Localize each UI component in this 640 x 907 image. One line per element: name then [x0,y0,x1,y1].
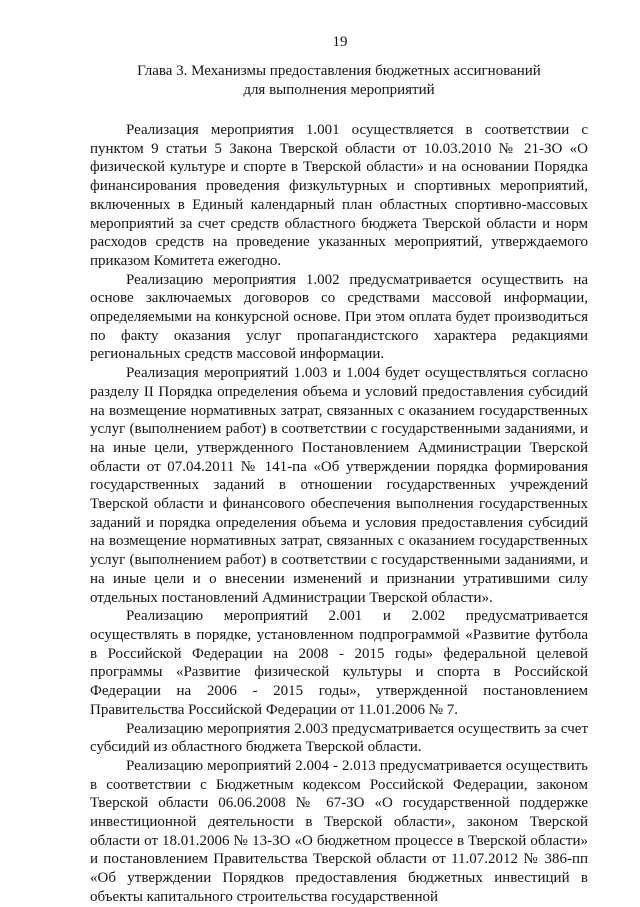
chapter-title-line-2: для выполнения мероприятий [243,82,435,98]
paragraph-measures-2-004-2-013: Реализацию мероприятий 2.004 - 2.013 предусматривается осуществить в соответствии с Бюджетным кодексом Российской Федерации, законом Тверской области 06.06.2008 № 67-ЗО «О государственной поддержке инвестиционной деятельности в Тверской области», законом Тверской области от 18.01.2006 № 13-ЗО «О бюджетном процессе в Тверской области» и постановлением Правительства Тверской области от 11.07.2012 № 386-пп «Об утверждении Порядков предоставления бюджетных инвестиций в объекты капитального строительства государственной [90,757,588,905]
paragraph-measure-2-003: Реализацию мероприятия 2.003 предусматривается осуществить за счет субсидий из областного бюджета Тверской области. [90,720,588,756]
page-number: 19 [332,34,348,50]
paragraph-measures-1-003-1-004: Реализация мероприятий 1.003 и 1.004 будет осуществляться согласно разделу II Порядка определения объема и условий предоставления субсидий на возмещение нормативных затрат, связанных с оказанием государственных услуг (выполнением работ) в соответствии с государственными заданиями, и на иные цели, утвержденного Постановлением Администрации Тверской области от 07.04.2011 № 141-па «Об утверждении порядка формирования государственных заданий в отношении государственных учреждений Тверской области и финансового обеспечения выполнения государственных заданий и порядка определения объема и условия предоставления субсидий на возмещение нормативных затрат, связанных с оказанием государственных услуг (выполнением работ) в соответствии с государственными заданиями, и на иные цели и о внесении изменений и признании утратившими силу отдельных постановлений Администрации Тверской области». [90,365,588,606]
paragraph-measure-1-002: Реализацию мероприятия 1.002 предусматривается осуществить на основе заключаемых договоров со средствами массовой информации, определяемыми на конкурсной основе. При этом оплата будет производиться по факту оказания услуг пропагандистского характера редакциями региональных средств массовой информации. [90,271,588,363]
chapter-title-line-1: Глава 3. Механизмы предоставления бюджетных ассигнований [137,63,541,79]
chapter-title [90,62,588,100]
body-text [90,121,588,907]
paragraph-measures-2-001-2-002: Реализацию мероприятий 2.001 и 2.002 предусматривается осуществлять в порядке, установленном подпрограммой «Развитие футбола в Российской Федерации на 2008 - 2015 годы» федеральной целевой программы «Развитие физической культуры и спорта в Российской Федерации на 2006 - 2015 годы», утвержденной постановлением Правительства Российской Федерации от 11.01.2006 № 7. [90,608,588,718]
paragraph-measure-1-001: Реализация мероприятия 1.001 осуществляется в соответствии с пунктом 9 статьи 5 Закона Тверской области от 10.03.2010 № 21-ЗО «О физической культуре и спорте в Тверской области» и на основании Порядка финансирования проведения физкультурных и спортивных мероприятий, включенных в Единый календарный план областных спортивно-массовых мероприятий за счет средств областного бюджета Тверской области и норм расходов средств на проведение указанных мероприятий, утверждаемого приказом Комитета ежегодно. [90,122,588,269]
